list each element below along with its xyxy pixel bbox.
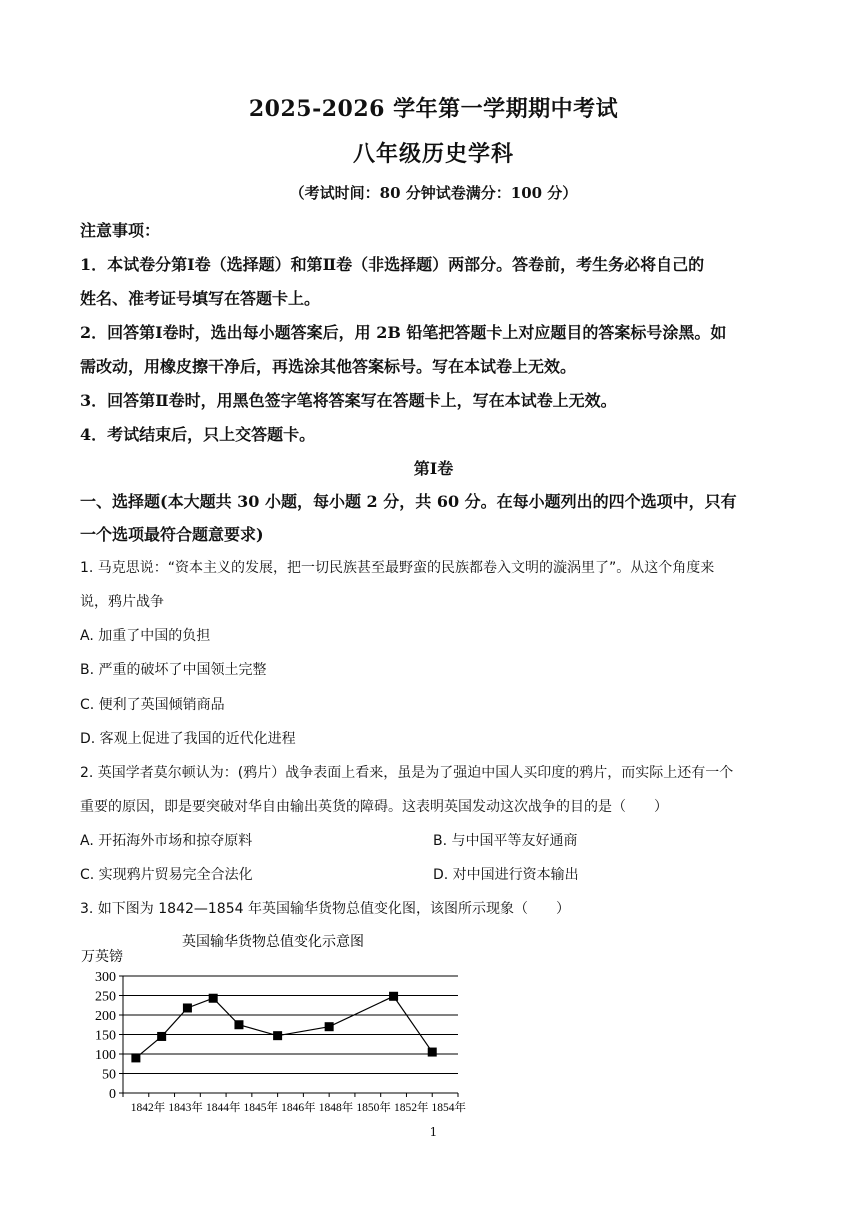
section-title: 第Ⅰ卷	[413, 459, 454, 478]
trade-value-chart	[76, 930, 476, 1120]
x-tick-label: 1846年	[281, 1102, 316, 1114]
question-2-stem: 2. 英国学者莫尔顿认为：(鸦片）战争表面上看来，虽是为了强迫中国人买印度的鸦片，而实际上还有一个	[80, 765, 734, 781]
question-2-option-a: A. 开拓海外市场和掠夺原料	[80, 833, 253, 849]
x-tick-label: 1843年	[168, 1102, 203, 1114]
x-tick-label: 1848年	[318, 1102, 354, 1114]
chart-series	[131, 992, 436, 1063]
y-tick-label: 0	[109, 1087, 116, 1102]
question-2-option-b: B. 与中国平等友好通商	[433, 833, 578, 849]
note-line: 姓名、准考证号填写在答题卡上。	[80, 289, 321, 308]
x-tick-label: 1854年	[431, 1102, 467, 1114]
x-tick-label: 1850年	[356, 1102, 391, 1114]
question-3-stem: 3. 如下图为 1842—1854 年英国输华货物总值变化图，该图所示现象（ ）	[80, 901, 570, 917]
data-point	[209, 994, 218, 1003]
data-point	[131, 1053, 140, 1062]
question-1-option-b: B. 严重的破坏了中国领土完整	[80, 662, 267, 678]
chart-y-axis-label: 万英镑	[81, 950, 123, 965]
data-point	[183, 1003, 192, 1012]
note-line: 4．考试结束后，只上交答题卡。	[80, 425, 316, 444]
section-instruction: 一、选择题(本大题共 30 小题，每小题 2 分，共 60 分。在每小题列出的四个选项中，只有	[80, 492, 737, 511]
y-tick-label: 50	[102, 1067, 116, 1083]
exam-info: （考试时间：80 分钟试卷满分：100 分）	[289, 184, 578, 202]
question-1-stem: 1. 马克思说：“资本主义的发展，把一切民族甚至最野蛮的民族都卷入文明的漩涡里了”。从这个角度来	[80, 560, 715, 576]
data-point	[389, 992, 398, 1001]
chart-title: 英国输华货物总值变化示意图	[182, 935, 364, 950]
x-tick-label: 1852年	[393, 1102, 429, 1114]
note-line: 1．本试卷分第Ⅰ卷（选择题）和第Ⅱ卷（非选择题）两部分。答卷前，考生务必将自己的	[80, 255, 705, 274]
data-point	[325, 1022, 334, 1031]
data-point	[273, 1031, 282, 1040]
page-number: 1	[429, 1125, 438, 1139]
x-tick-label: 1842年	[130, 1102, 166, 1114]
question-1-option-a: A. 加重了中国的负担	[80, 628, 211, 644]
chart-x-ticks	[123, 1093, 467, 1114]
question-1-option-d: D. 客观上促进了我国的近代化进程	[80, 731, 296, 747]
question-2-stem: 重要的原因，即是要突破对华自由输出英货的障碍。这表明英国发动这次战争的目的是（ ）	[80, 799, 668, 815]
chart-y-ticks	[95, 970, 123, 1102]
note-line: 3．回答第Ⅱ卷时，用黑色签字笔将答案写在答题卡上，写在本试卷上无效。	[80, 391, 617, 410]
series-line	[136, 996, 432, 1058]
note-line: 需改动，用橡皮擦干净后，再选涂其他答案标号。写在本试卷上无效。	[80, 357, 577, 376]
section-instruction: 一个选项最符合题意要求)	[80, 525, 264, 544]
chart-grid	[123, 976, 458, 1074]
data-point	[428, 1048, 437, 1057]
question-2-option-d: D. 对中国进行资本输出	[433, 867, 579, 883]
question-1-option-c: C. 便利了英国倾销商品	[80, 697, 225, 713]
subject-title: 八年级历史学科	[352, 141, 514, 167]
y-tick-label: 250	[95, 989, 116, 1005]
y-tick-label: 100	[95, 1048, 116, 1063]
exam-title: 2025-2026 学年第一学期期中考试	[248, 96, 619, 122]
x-tick-label: 1845年	[243, 1102, 279, 1114]
x-tick-label: 1844年	[205, 1102, 241, 1114]
y-tick-label: 200	[95, 1009, 116, 1024]
notes-heading: 注意事项：	[80, 221, 161, 240]
data-point	[234, 1020, 243, 1029]
y-tick-label: 300	[95, 970, 116, 985]
question-1-stem: 说，鸦片战争	[80, 594, 164, 610]
y-tick-label: 150	[95, 1028, 116, 1044]
note-line: 2．回答第Ⅰ卷时，选出每小题答案后，用 2B 铅笔把答题卡上对应题目的答案标号涂黑。如	[80, 323, 727, 342]
question-2-option-c: C. 实现鸦片贸易完全合法化	[80, 867, 253, 883]
data-point	[157, 1032, 166, 1041]
